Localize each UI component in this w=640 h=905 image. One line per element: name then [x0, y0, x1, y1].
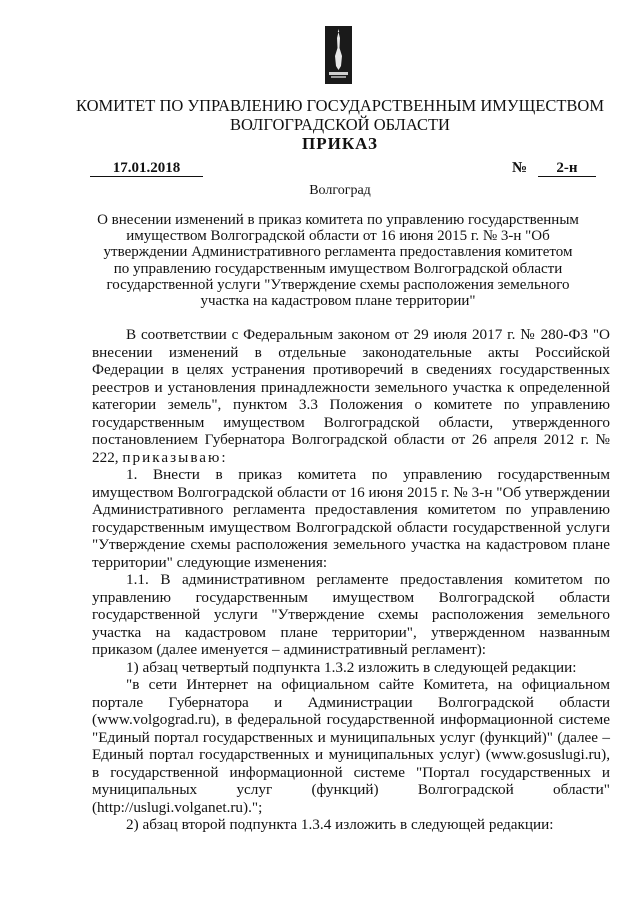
- document-body: [92, 326, 610, 834]
- preamble-paragraph: [92, 326, 610, 466]
- quoted-text-paragraph: "в сети Интернет на официальном сайте Комитета, на официальном портале Губернатора и Администрации Волгоградской области (www.volgograd.ru), в федеральной государственной информационной системе "Единый портал государственных и муниципальных услуг (функций)" (далее – Единый портал государственных и муниципальных услуг) (www.gosuslugi.ru), в государственной информационной системе "Портал государственных и муниципальных услуг (функций) Волгоградской области" (http://uslugi.volganet.ru).";: [92, 676, 610, 816]
- document-number: 2-н: [538, 160, 596, 177]
- preamble-text: В соответствии с Федеральным законом от 29 июля 2017 г. № 280-ФЗ "О внесении изменений в отдельные законодательные акты Российской Федерации в целях устранения противоречий в сведениях государственных реестров и установления принадлежности земельного участка к определенной категории земель", пунктом 3.3 Положения о комитете по управлению государственным имуществом Волгоградской области, утвержденного постановлением Губернатора Волгоградской области от 26 апреля 2012 г. № 222,: [92, 326, 610, 466]
- item-1-1-paragraph: 1.1. В административном регламенте предоставления комитетом по управлению государственным имуществом Волгоградской области государственной услуги "Утверждение схемы расположения земельного участка на кадастровом плане территории", утвержденном названным приказом (далее именуется – административный регламент):: [92, 571, 610, 658]
- coat-of-arms-emblem: [325, 26, 352, 84]
- item-1-paragraph: 1. Внести в приказ комитета по управлению государственным имуществом Волгоградской области от 16 июня 2015 г. № 3-н "Об утверждении Административного регламента предоставления комитетом по управлению государственным имуществом Волгоградской области государственной услуги "Утверждение схемы расположения земельного участка на кадастровом плане территории" следующие изменения:: [92, 466, 610, 571]
- document-type-title: ПРИКАЗ: [302, 134, 378, 153]
- document-date: 17.01.2018: [90, 160, 203, 177]
- document-subject: О внесении изменений в приказ комитета по управлению государственным имуществом Волгоградской области от 16 июня 2015 г. № 3-н "Об утверждении Административного регламента предоставления комитетом по управлению государственным имуществом Волгоградской области государственной услуги "Утверждение схемы расположения земельного участка на кадастровом плане территории": [97, 212, 579, 310]
- city-name: Волгоград: [309, 183, 371, 198]
- subitem-1-paragraph: 1) абзац четвертый подпункта 1.3.2 изложить в следующей редакции:: [126, 658, 577, 676]
- number-label: №: [512, 160, 528, 176]
- subitem-2-paragraph: 2) абзац второй подпункта 1.3.4 изложить в следующей редакции:: [126, 816, 554, 833]
- organization-name-line1: КОМИТЕТ ПО УПРАВЛЕНИЮ ГОСУДАРСТВЕННЫМ ИМУЩЕСТВОМ: [75, 96, 604, 115]
- organization-name-line2: ВОЛГОГРАДСКОЙ ОБЛАСТИ: [230, 115, 450, 134]
- order-keyword: приказываю:: [122, 448, 228, 466]
